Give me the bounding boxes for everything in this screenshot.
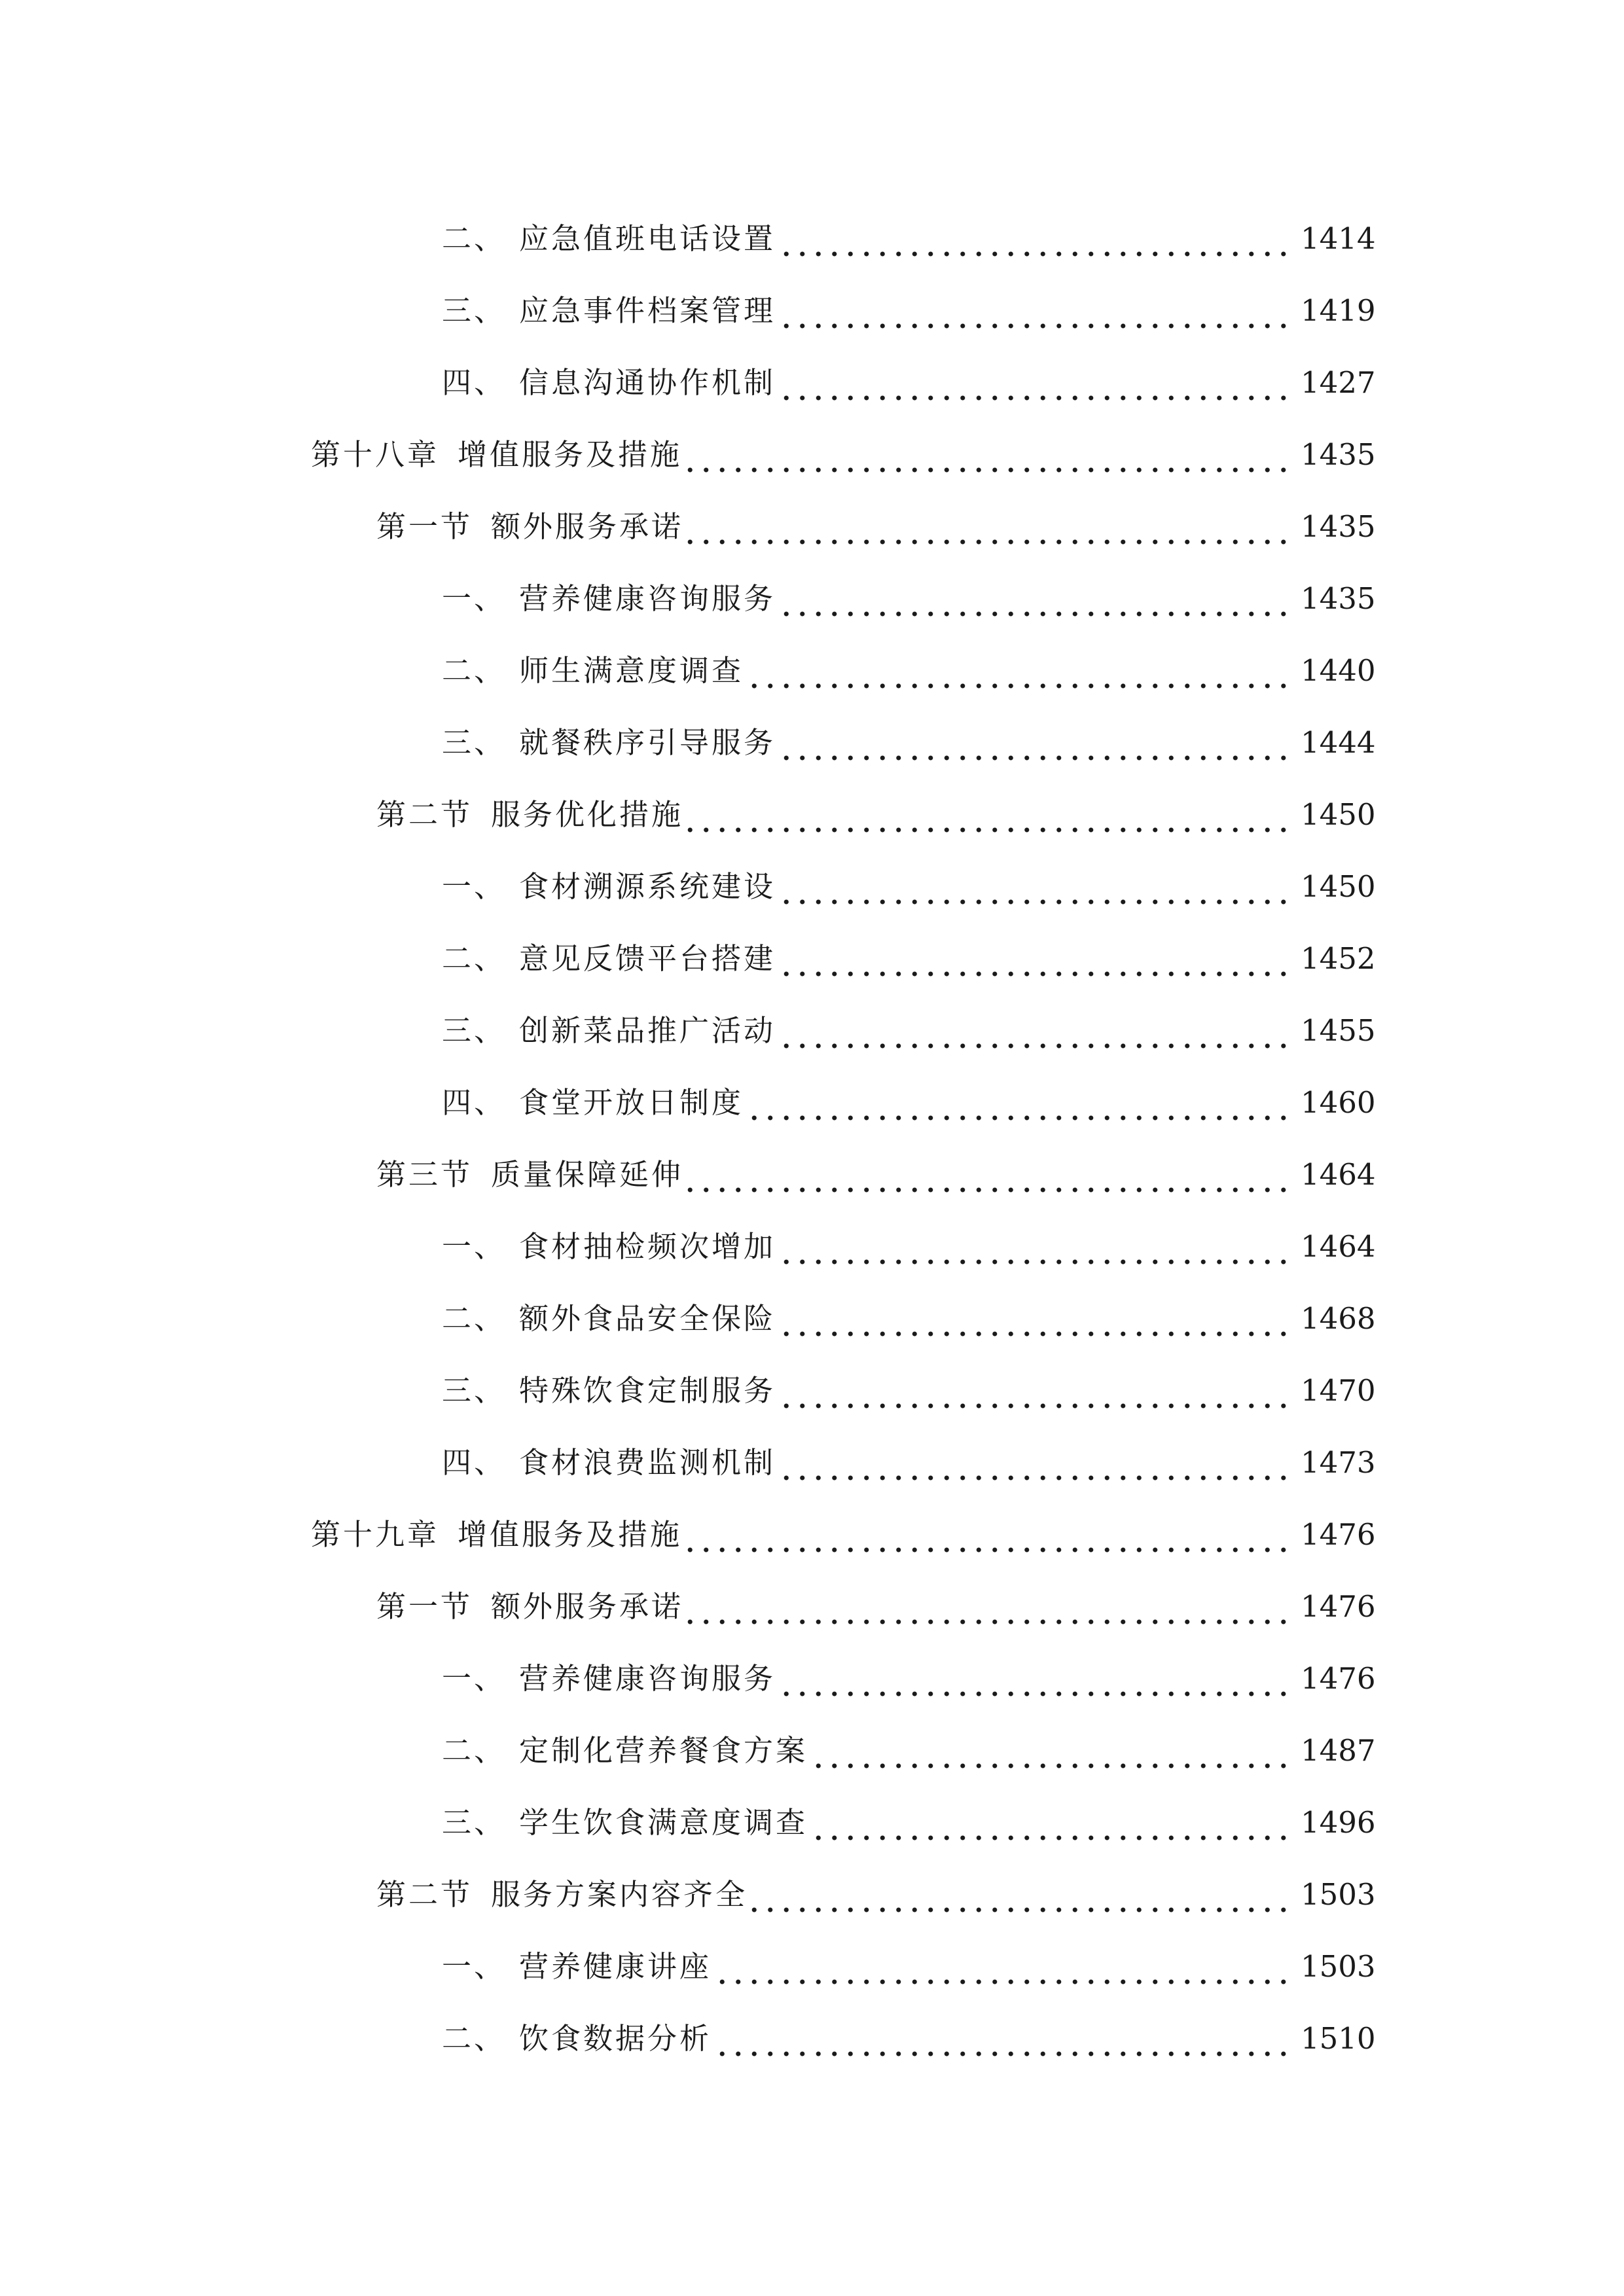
toc-entry-number: 一、 — [442, 1661, 507, 1696]
toc-entry-title: 质量保障延伸 — [491, 1155, 687, 1194]
table-of-contents — [0, 203, 1624, 2075]
toc-entry-page-number: 1414 — [1301, 221, 1376, 256]
toc-entry-page-number: 1476 — [1301, 1661, 1376, 1696]
toc-entry-page-number: 1450 — [1301, 797, 1376, 832]
toc-entry[interactable] — [0, 563, 1624, 635]
toc-entry-title: 食材抽检频次增加 — [519, 1227, 780, 1266]
toc-entry[interactable] — [0, 707, 1624, 779]
toc-entry-page-number: 1435 — [1301, 437, 1376, 472]
toc-entry-page-number: 1487 — [1301, 1733, 1376, 1768]
toc-entry[interactable] — [0, 635, 1624, 707]
toc-entry-title: 食堂开放日制度 — [519, 1083, 748, 1122]
toc-dot-leader — [686, 1515, 1291, 1554]
toc-entry-title: 信息沟通协作机制 — [519, 363, 780, 403]
toc-entry-page-number: 1468 — [1301, 1301, 1376, 1336]
toc-entry[interactable] — [0, 1499, 1624, 1571]
toc-entry[interactable] — [0, 1787, 1624, 1859]
toc-dot-leader — [687, 795, 1291, 834]
toc-entry-number: 三、 — [442, 1373, 507, 1408]
toc-entry-title: 定制化营养餐食方案 — [519, 1731, 812, 1770]
toc-dot-leader — [687, 1155, 1291, 1194]
toc-entry-number: 四、 — [442, 365, 507, 400]
toc-entry[interactable] — [0, 2003, 1624, 2075]
toc-dot-leader — [715, 1947, 1291, 1986]
toc-dot-leader — [780, 219, 1291, 259]
toc-entry-number: 第三节 — [376, 1157, 473, 1192]
toc-entry-page-number: 1464 — [1301, 1157, 1376, 1192]
toc-entry-page-number: 1435 — [1301, 509, 1376, 544]
toc-entry-number: 二、 — [442, 2021, 507, 2056]
toc-entry-number: 二、 — [442, 1733, 507, 1768]
toc-entry-title: 增值服务及措施 — [458, 1515, 686, 1554]
toc-entry[interactable] — [0, 923, 1624, 995]
toc-dot-leader — [687, 1587, 1291, 1626]
toc-entry-page-number: 1419 — [1301, 293, 1376, 328]
toc-dot-leader — [780, 363, 1291, 403]
toc-entry-number: 一、 — [442, 1949, 507, 1984]
toc-entry-number: 一、 — [442, 869, 507, 904]
toc-entry-page-number: 1427 — [1301, 365, 1376, 400]
toc-entry-page-number: 1460 — [1301, 1085, 1376, 1120]
toc-entry-number: 第一节 — [376, 509, 473, 544]
toc-dot-leader — [780, 939, 1291, 978]
toc-entry[interactable] — [0, 347, 1624, 419]
toc-entry-title: 营养健康咨询服务 — [519, 579, 780, 619]
toc-entry[interactable] — [0, 203, 1624, 275]
toc-entry-title: 增值服务及措施 — [458, 435, 686, 475]
toc-entry-title: 意见反馈平台搭建 — [519, 939, 780, 978]
toc-entry-page-number: 1510 — [1301, 2021, 1376, 2056]
toc-entry[interactable] — [0, 1427, 1624, 1499]
toc-entry-number: 第一节 — [376, 1589, 473, 1624]
toc-dot-leader — [715, 2019, 1291, 2058]
toc-entry-page-number: 1503 — [1301, 1877, 1376, 1912]
toc-dot-leader — [812, 1803, 1291, 1842]
toc-entry-title: 学生饮食满意度调查 — [519, 1803, 812, 1842]
toc-entry[interactable] — [0, 1931, 1624, 2003]
toc-entry-number: 四、 — [442, 1445, 507, 1480]
toc-entry[interactable] — [0, 851, 1624, 923]
toc-entry[interactable] — [0, 1571, 1624, 1643]
toc-entry-number: 三、 — [442, 1013, 507, 1048]
toc-entry-number: 二、 — [442, 1301, 507, 1336]
toc-entry-number: 二、 — [442, 653, 507, 688]
toc-entry-number: 二、 — [442, 221, 507, 256]
toc-entry-title: 营养健康咨询服务 — [519, 1659, 780, 1698]
toc-dot-leader — [751, 1875, 1291, 1914]
toc-entry[interactable] — [0, 1643, 1624, 1715]
toc-dot-leader — [748, 1083, 1291, 1122]
toc-entry[interactable] — [0, 1211, 1624, 1283]
toc-entry-page-number: 1503 — [1301, 1949, 1376, 1984]
toc-entry-title: 服务方案内容齐全 — [491, 1875, 751, 1914]
toc-entry-number: 一、 — [442, 581, 507, 616]
toc-entry-title: 应急事件档案管理 — [519, 291, 780, 331]
toc-entry[interactable] — [0, 419, 1624, 491]
toc-dot-leader — [780, 1443, 1291, 1482]
toc-entry-title: 创新菜品推广活动 — [519, 1011, 780, 1050]
toc-entry-title: 额外食品安全保险 — [519, 1299, 780, 1338]
toc-dot-leader — [780, 867, 1291, 906]
toc-entry-number: 第十八章 — [311, 437, 440, 472]
toc-entry-page-number: 1476 — [1301, 1517, 1376, 1552]
toc-entry[interactable] — [0, 1283, 1624, 1355]
toc-entry-title: 额外服务承诺 — [491, 507, 687, 547]
toc-entry-page-number: 1496 — [1301, 1805, 1376, 1840]
toc-entry[interactable] — [0, 779, 1624, 851]
toc-entry-page-number: 1435 — [1301, 581, 1376, 616]
toc-dot-leader — [780, 1659, 1291, 1698]
toc-entry[interactable] — [0, 275, 1624, 347]
toc-entry-number: 四、 — [442, 1085, 507, 1120]
toc-dot-leader — [780, 1011, 1291, 1050]
toc-entry-page-number: 1450 — [1301, 869, 1376, 904]
toc-entry-title: 服务优化措施 — [491, 795, 687, 834]
toc-entry-title: 饮食数据分析 — [519, 2019, 715, 2058]
toc-dot-leader — [748, 651, 1291, 691]
toc-entry[interactable] — [0, 1139, 1624, 1211]
toc-entry[interactable] — [0, 1859, 1624, 1931]
toc-entry-page-number: 1464 — [1301, 1229, 1376, 1264]
toc-entry[interactable] — [0, 1355, 1624, 1427]
toc-entry-number: 二、 — [442, 941, 507, 976]
toc-entry-page-number: 1473 — [1301, 1445, 1376, 1480]
toc-entry-title: 就餐秩序引导服务 — [519, 723, 780, 762]
toc-entry-number: 三、 — [442, 725, 507, 760]
toc-entry-page-number: 1455 — [1301, 1013, 1376, 1048]
toc-entry[interactable] — [0, 1715, 1624, 1787]
toc-entry-number: 第十九章 — [311, 1517, 440, 1552]
toc-dot-leader — [780, 1227, 1291, 1266]
toc-entry-number: 一、 — [442, 1229, 507, 1264]
toc-entry-page-number: 1476 — [1301, 1589, 1376, 1624]
toc-dot-leader — [780, 579, 1291, 619]
toc-dot-leader — [812, 1731, 1291, 1770]
toc-entry-page-number: 1470 — [1301, 1373, 1376, 1408]
toc-entry[interactable] — [0, 995, 1624, 1067]
toc-entry[interactable] — [0, 491, 1624, 563]
toc-entry-title: 应急值班电话设置 — [519, 219, 780, 259]
toc-entry-title: 营养健康讲座 — [519, 1947, 715, 1986]
toc-entry[interactable] — [0, 1067, 1624, 1139]
toc-dot-leader — [780, 291, 1291, 331]
toc-dot-leader — [686, 435, 1291, 475]
toc-entry-title: 师生满意度调查 — [519, 651, 748, 691]
toc-entry-number: 第二节 — [376, 1877, 473, 1912]
toc-entry-page-number: 1444 — [1301, 725, 1376, 760]
toc-entry-title: 特殊饮食定制服务 — [519, 1371, 780, 1410]
toc-entry-title: 食材浪费监测机制 — [519, 1443, 780, 1482]
toc-dot-leader — [687, 507, 1291, 547]
toc-entry-title: 食材溯源系统建设 — [519, 867, 780, 906]
toc-entry-number: 三、 — [442, 1805, 507, 1840]
toc-entry-number: 第二节 — [376, 797, 473, 832]
toc-dot-leader — [780, 1299, 1291, 1338]
toc-entry-page-number: 1452 — [1301, 941, 1376, 976]
toc-dot-leader — [780, 723, 1291, 762]
toc-entry-page-number: 1440 — [1301, 653, 1376, 688]
toc-dot-leader — [780, 1371, 1291, 1410]
toc-entry-title: 额外服务承诺 — [491, 1587, 687, 1626]
toc-entry-number: 三、 — [442, 293, 507, 328]
